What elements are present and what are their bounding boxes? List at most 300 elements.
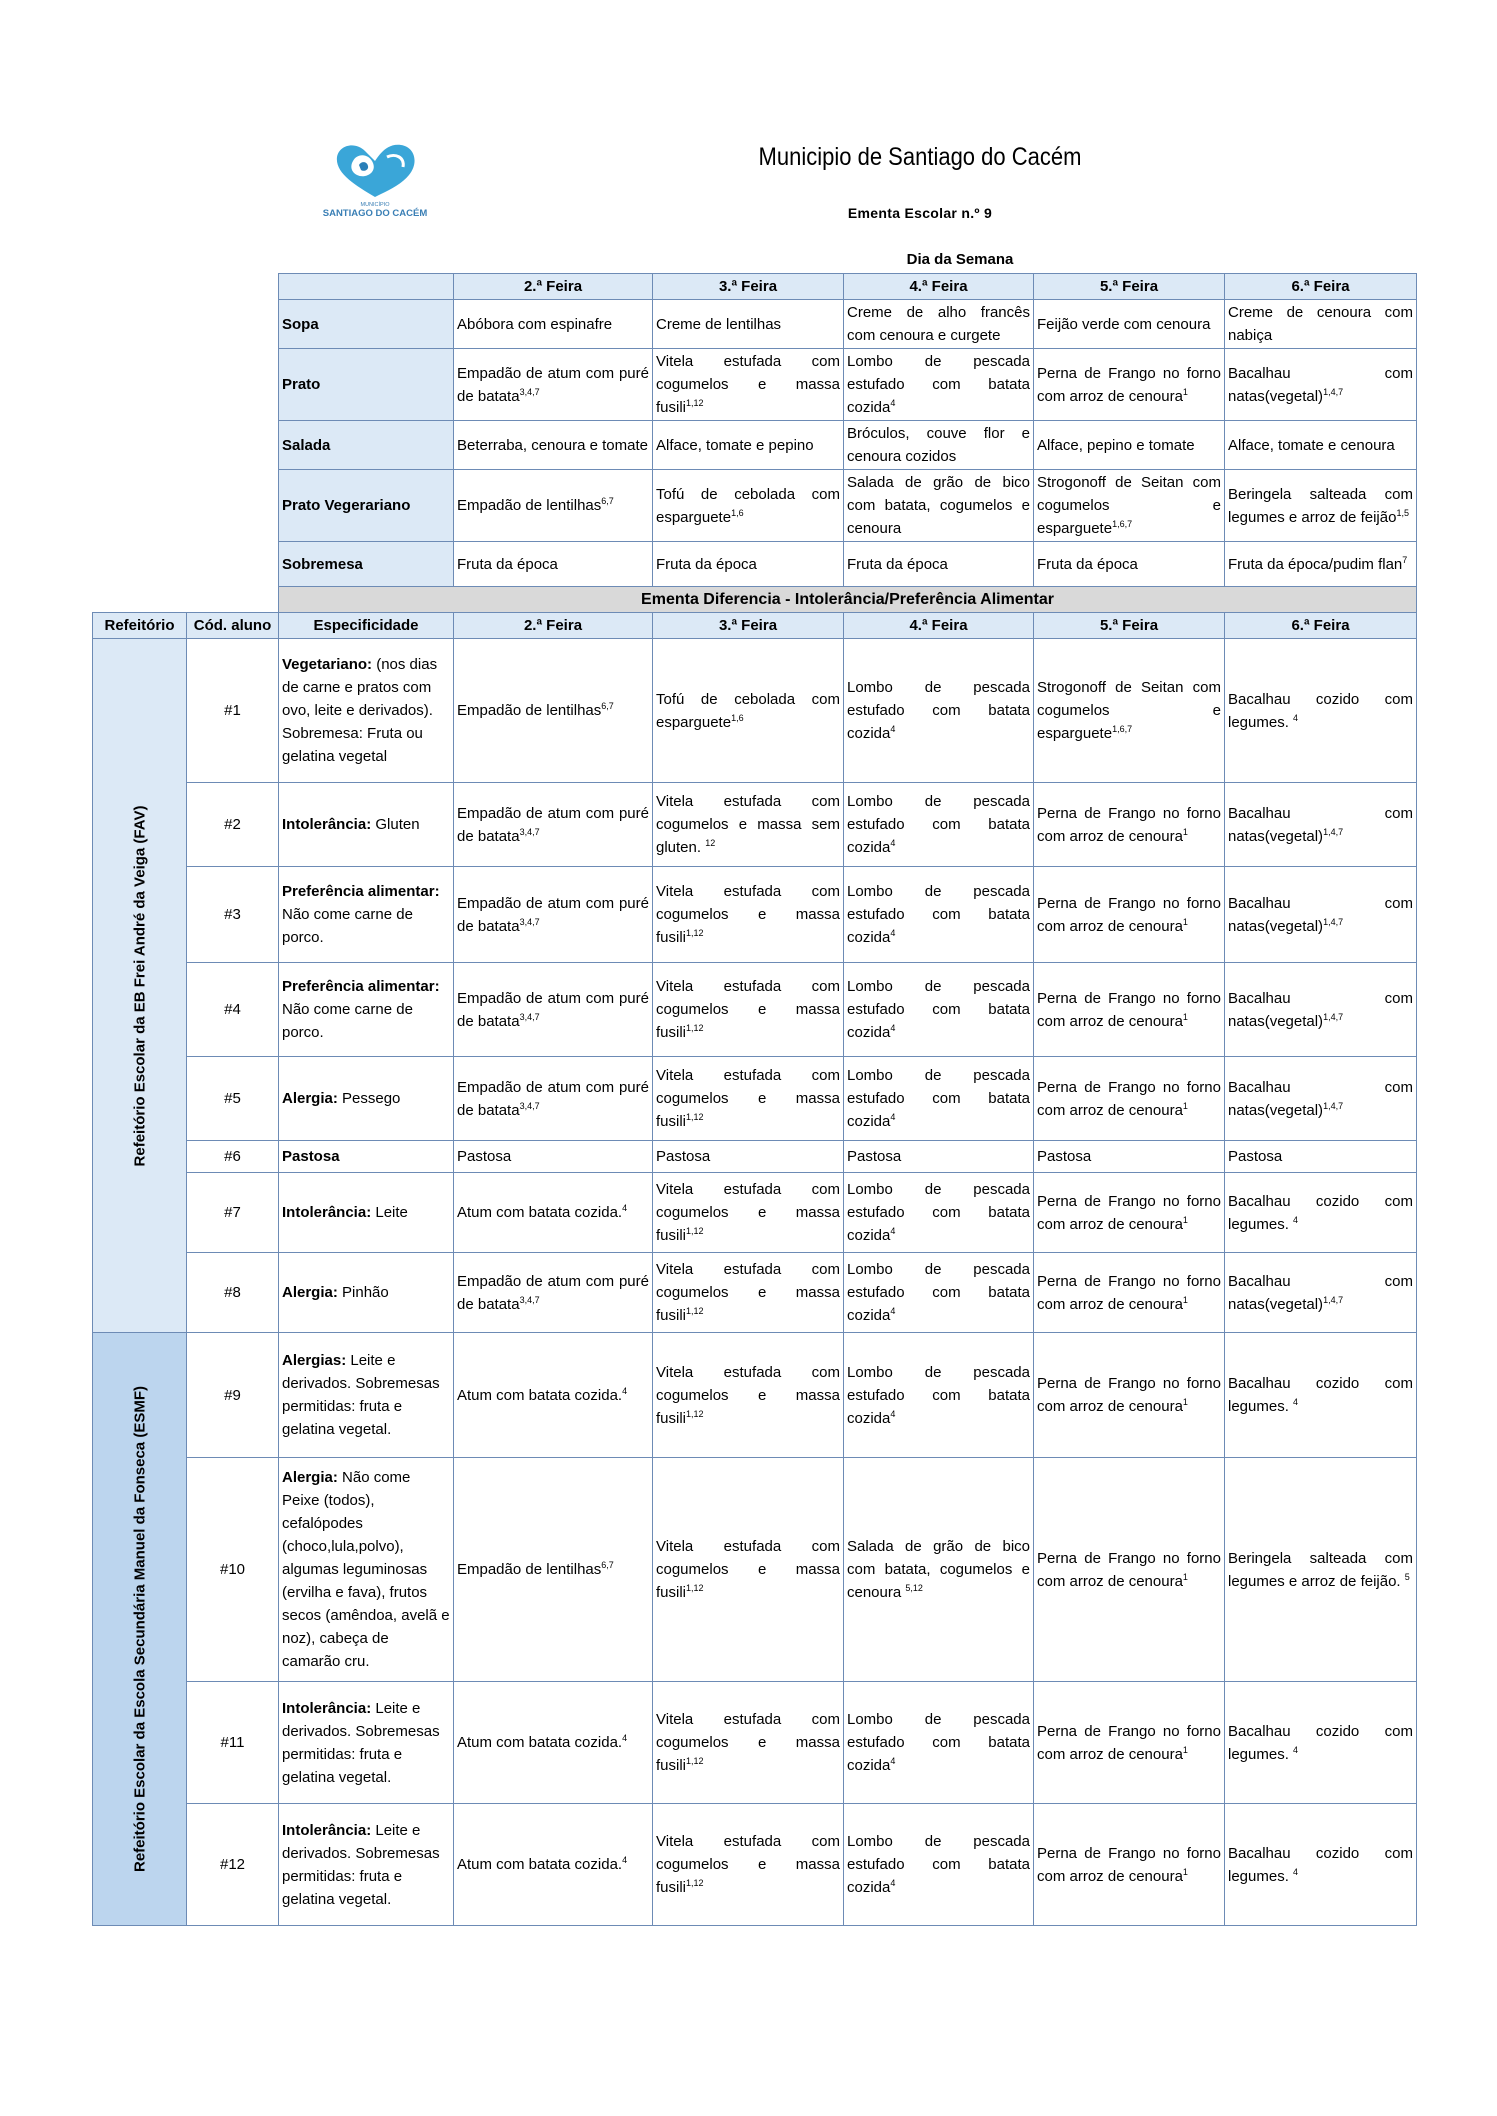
- menu-cell-allergen-codes: 1,5: [1396, 507, 1409, 518]
- blank-cell: [93, 349, 279, 421]
- diff-cell-day-5: [1034, 963, 1225, 1057]
- menu-cell-allergen-codes: 7: [1402, 554, 1408, 565]
- diff-cell-text: Pastosa: [1228, 1148, 1283, 1165]
- diff-cell-allergen-codes: 4: [622, 1385, 628, 1396]
- diff-cell-text: Perna de Frango no forno com arroz de cenoura: [1037, 1272, 1221, 1313]
- diff-cell-day-4: [844, 1173, 1034, 1253]
- especificidade-header: Especificidade: [279, 613, 454, 639]
- cod-aluno-cell: #11: [187, 1682, 279, 1804]
- menu-row-label: Prato Vegerariano: [279, 470, 454, 542]
- diff-cell-day-3: [653, 639, 844, 783]
- diff-cell-day-2: [454, 1333, 653, 1458]
- diff-cell-day-3: [653, 1333, 844, 1458]
- diff-cell-text: Empadão de atum com puré de batata: [457, 804, 649, 845]
- menu-cell-text: Tofú de cebolada com esparguete: [656, 485, 840, 526]
- especificidade-detail: (nos dias de carne e pratos com ovo, leite e derivados). Sobremesa: Fruta ou gelatina vegetal: [282, 656, 438, 765]
- especificidade-cell: [279, 639, 454, 783]
- logo-text-top: MUNICÍPIO: [360, 202, 390, 208]
- blank-cell: [93, 587, 279, 613]
- especificidade-cell: [279, 1253, 454, 1333]
- diff-cell-day-3: [653, 1253, 844, 1333]
- diff-cell-allergen-codes: 4: [1293, 1397, 1299, 1407]
- diff-cell-day-3: [653, 1173, 844, 1253]
- diff-cell-allergen-codes: 1: [1182, 826, 1188, 837]
- diff-cell-day-6: [1225, 1804, 1417, 1926]
- diff-cell-day-4: [844, 867, 1034, 963]
- diff-cell-allergen-codes: 3,4,7: [519, 1100, 540, 1111]
- diff-cell-day-4: [844, 1333, 1034, 1458]
- menu-cell-text: Lombo de pescada estufado com batata cozida: [847, 353, 1030, 416]
- menu-cell-day-4: [844, 542, 1034, 587]
- diff-cell-day-6: [1225, 1682, 1417, 1804]
- diff-day-header-4: 4.ª Feira: [844, 613, 1034, 639]
- diff-cell-day-5: [1034, 1804, 1225, 1926]
- diff-menu-title: Ementa Diferencia - Intolerância/Preferência Alimentar: [279, 587, 1417, 613]
- cod-aluno-cell: #5: [187, 1057, 279, 1141]
- menu-cell-day-3: [653, 349, 844, 421]
- diff-cell-text: Perna de Frango no forno com arroz de cenoura: [1037, 1078, 1221, 1119]
- diff-cell-text: Atum com batata cozida.: [457, 1856, 623, 1873]
- especificidade-cell: [279, 867, 454, 963]
- diff-day-header-3: 3.ª Feira: [653, 613, 844, 639]
- especificidade-type: Intolerância:: [282, 816, 372, 833]
- diff-cell-allergen-codes: 3,4,7: [519, 826, 540, 837]
- menu-cell-day-6: [1225, 470, 1417, 542]
- menu-cell-allergen-codes: 6,7: [601, 496, 614, 506]
- diff-cell-allergen-codes: 1,4,7: [1323, 1100, 1344, 1111]
- especificidade-detail: Não come carne de porco.: [282, 1001, 413, 1041]
- especificidade-type: Alergia:: [282, 1469, 338, 1486]
- diff-row: [93, 963, 1417, 1057]
- diff-cell-text: Atum com batata cozida.: [457, 1204, 623, 1221]
- diff-cell-allergen-codes: 1,4,7: [1323, 1011, 1344, 1022]
- diff-cell-day-5: [1034, 1253, 1225, 1333]
- diff-cell-allergen-codes: 1,12: [686, 1306, 704, 1316]
- diff-cell-allergen-codes: 1,4,7: [1323, 916, 1344, 927]
- diff-cell-text: Lombo de pescada estufado com batata cozida: [847, 883, 1030, 946]
- diff-cell-text: Vitela estufada com cogumelos e massa fusili: [656, 1363, 840, 1427]
- diff-cell-day-2: [454, 963, 653, 1057]
- diff-cell-text: Empadão de lentilhas: [457, 702, 602, 719]
- diff-cell-allergen-codes: 1,12: [686, 928, 704, 938]
- diff-cell-text: Lombo de pescada estufado com batata cozida: [847, 1261, 1030, 1324]
- diff-cell-day-4: [844, 783, 1034, 867]
- diff-cell-allergen-codes: 4: [622, 1733, 628, 1743]
- especificidade-detail: Gluten: [371, 816, 420, 833]
- diff-cell-text: Bacalhau com natas(vegetal): [1228, 1078, 1413, 1119]
- diff-cell-allergen-codes: 1,12: [686, 1408, 704, 1419]
- menu-cell-day-6: [1225, 349, 1417, 421]
- blank-cell: [93, 421, 279, 470]
- diff-cell-day-2: [454, 1804, 653, 1926]
- menu-cell-text: Fruta da época: [457, 555, 558, 573]
- diff-cell-day-2: [454, 1141, 653, 1173]
- diff-row: [93, 1333, 1417, 1458]
- menu-cell-text: Salada de grão de bico com batata, cogumelos e cenoura: [847, 474, 1030, 537]
- especificidade-type: Preferência alimentar:: [282, 978, 440, 995]
- diff-cell-text: Strogonoff de Seitan com cogumelos e esparguete: [1037, 679, 1221, 742]
- especificidade-cell: [279, 1173, 454, 1253]
- menu-cell-text: Bacalhau com natas(vegetal): [1228, 364, 1413, 405]
- especificidade-cell: [279, 1682, 454, 1804]
- diff-cell-text: Bacalhau cozido com legumes.: [1228, 1844, 1413, 1885]
- diff-cell-day-3: [653, 1804, 844, 1926]
- menu-cell-day-5: [1034, 470, 1225, 542]
- diff-cell-text: Atum com batata cozida.: [457, 1386, 623, 1404]
- blank-cell: [93, 300, 279, 349]
- menu-cell-text: Empadão de lentilhas: [457, 497, 602, 514]
- diff-cell-text: Bacalhau cozido com legumes.: [1228, 1722, 1413, 1763]
- especificidade-detail: Pessego: [337, 1090, 401, 1107]
- especificidade-type: Alergia:: [282, 1090, 338, 1107]
- diff-cell-text: Bacalhau cozido com legumes.: [1228, 1375, 1413, 1415]
- menu-cell-text: Bróculos, couve flor e cenoura cozidos: [847, 425, 1030, 465]
- diff-cell-text: Bacalhau com natas(vegetal): [1228, 1272, 1413, 1313]
- diff-cell-allergen-codes: 4: [890, 1306, 896, 1316]
- diff-cell-allergen-codes: 3,4,7: [519, 916, 540, 927]
- diff-cell-day-2: [454, 639, 653, 783]
- day-header-3: 3.ª Feira: [653, 274, 844, 300]
- diff-cell-day-2: [454, 1682, 653, 1804]
- diff-cell-day-2: [454, 1253, 653, 1333]
- especificidade-cell: [279, 1804, 454, 1926]
- diff-cell-allergen-codes: 4: [890, 724, 896, 734]
- especificidade-cell: [279, 783, 454, 867]
- refeitorio-name-cell: [93, 639, 187, 1333]
- diff-cell-day-5: [1034, 639, 1225, 783]
- cod-aluno-cell: #1: [187, 639, 279, 783]
- cod-aluno-cell: #8: [187, 1253, 279, 1333]
- blank-cell: [93, 542, 279, 587]
- diff-day-header-6: 6.ª Feira: [1225, 613, 1417, 639]
- diff-cell-allergen-codes: 3,4,7: [519, 1011, 540, 1022]
- diff-cell-text: Vitela estufada com cogumelos e massa fusili: [656, 978, 840, 1041]
- diff-cell-allergen-codes: 4: [890, 1878, 896, 1888]
- menu-row-prato: [93, 349, 1417, 421]
- menu-cell-allergen-codes: 1: [1182, 386, 1188, 397]
- diff-cell-text: Lombo de pescada estufado com batata cozida: [847, 793, 1030, 856]
- diff-cell-allergen-codes: 6,7: [601, 701, 614, 711]
- diff-day-header-5: 5.ª Feira: [1034, 613, 1225, 639]
- cod-aluno-cell: #3: [187, 867, 279, 963]
- menu-cell-text: Fruta da época: [656, 555, 757, 573]
- cod-aluno-cell: #7: [187, 1173, 279, 1253]
- diff-cell-allergen-codes: 1: [1182, 916, 1188, 927]
- diff-cell-day-3: [653, 1057, 844, 1141]
- diff-cell-allergen-codes: 5,12: [905, 1583, 923, 1593]
- diff-cell-day-3: [653, 783, 844, 867]
- day-header-row: [93, 274, 1417, 300]
- menu-cell-text: Creme de lentilhas: [656, 315, 782, 333]
- refeitorio-name-cell: [93, 1333, 187, 1926]
- diff-cell-day-4: [844, 639, 1034, 783]
- especificidade-type: Alergias:: [282, 1352, 347, 1369]
- diff-cell-allergen-codes: 1: [1182, 1397, 1188, 1407]
- menu-cell-day-6: [1225, 300, 1417, 349]
- refeitorio-header: Refeitório: [93, 613, 187, 639]
- diff-cell-text: Vitela estufada com cogumelos e massa fusili: [656, 1711, 840, 1774]
- diff-cell-allergen-codes: 1: [1182, 1100, 1188, 1111]
- especificidade-cell: [279, 1057, 454, 1141]
- diff-cell-day-5: [1034, 1458, 1225, 1682]
- diff-cell-text: Perna de Frango no forno com arroz de cenoura: [1037, 1722, 1221, 1763]
- menu-cell-allergen-codes: 1,4,7: [1323, 386, 1344, 397]
- menu-cell-text: Beringela salteada com legumes e arroz de feijão: [1228, 485, 1413, 526]
- especificidade-type: Pastosa: [282, 1148, 340, 1165]
- diff-cell-day-5: [1034, 1141, 1225, 1173]
- especificidade-type: Intolerância:: [282, 1699, 372, 1717]
- diff-cell-text: Pastosa: [847, 1148, 902, 1165]
- menu-row-label: Sopa: [279, 300, 454, 349]
- especificidade-cell: [279, 1458, 454, 1682]
- especificidade-type: Intolerância:: [282, 1821, 372, 1839]
- menu-cell-day-5: [1034, 349, 1225, 421]
- diff-cell-day-5: [1034, 1057, 1225, 1141]
- diff-banner-row: [93, 587, 1417, 613]
- menu-cell-day-2: [454, 300, 653, 349]
- blank-cell: [93, 274, 279, 300]
- diff-cell-text: Perna de Frango no forno com arroz de cenoura: [1037, 1844, 1221, 1885]
- menu-cell-text: Strogonoff de Seitan com cogumelos e esparguete: [1037, 474, 1221, 537]
- day-header-5: 5.ª Feira: [1034, 274, 1225, 300]
- diff-cell-allergen-codes: 1: [1182, 1571, 1188, 1582]
- diff-cell-text: Empadão de atum com puré de batata: [457, 894, 649, 935]
- diff-cell-day-5: [1034, 1173, 1225, 1253]
- menu-row-sobremesa: [93, 542, 1417, 587]
- diff-cell-day-6: [1225, 1057, 1417, 1141]
- diff-cell-day-6: [1225, 963, 1417, 1057]
- menu-cell-allergen-codes: 1,6,7: [1112, 519, 1133, 529]
- diff-cell-text: Lombo de pescada estufado com batata cozida: [847, 1363, 1030, 1427]
- diff-cell-allergen-codes: 1: [1182, 1011, 1188, 1022]
- especificidade-detail: Não come carne de porco.: [282, 906, 413, 946]
- logo-text-bottom: SANTIAGO DO CACÉM: [322, 208, 428, 219]
- diff-cell-day-6: [1225, 783, 1417, 867]
- diff-cell-day-5: [1034, 867, 1225, 963]
- diff-cell-text: Perna de Frango no forno com arroz de cenoura: [1037, 894, 1221, 935]
- diff-cell-day-5: [1034, 1682, 1225, 1804]
- menu-cell-day-3: [653, 542, 844, 587]
- diff-cell-day-6: [1225, 1173, 1417, 1253]
- diff-cell-allergen-codes: 12: [705, 838, 716, 848]
- especificidade-detail: Pinhão: [337, 1284, 389, 1301]
- cod-aluno-cell: #4: [187, 963, 279, 1057]
- menu-cell-day-4: [844, 349, 1034, 421]
- diff-cell-text: Empadão de atum com puré de batata: [457, 989, 649, 1030]
- diff-cell-day-6: [1225, 867, 1417, 963]
- diff-cell-text: Lombo de pescada estufado com batata cozida: [847, 679, 1030, 742]
- diff-cell-text: Vitela estufada com cogumelos e massa fusili: [656, 1538, 840, 1601]
- diff-row: [93, 1253, 1417, 1333]
- diff-cell-text: Perna de Frango no forno com arroz de cenoura: [1037, 1549, 1221, 1590]
- especificidade-detail: Leite e derivados. Sobremesas permitidas: fruta e gelatina vegetal.: [282, 1352, 440, 1438]
- diff-cell-day-2: [454, 1458, 653, 1682]
- day-header-6: 6.ª Feira: [1225, 274, 1417, 300]
- diff-cell-allergen-codes: 1: [1182, 1214, 1188, 1225]
- menu-row-label: Sobremesa: [279, 542, 454, 587]
- diff-cell-day-3: [653, 1682, 844, 1804]
- diff-cell-text: Tofú de cebolada com esparguete: [656, 690, 840, 731]
- blank-header-cell: [279, 274, 454, 300]
- diff-cell-text: Empadão de lentilhas: [457, 1561, 602, 1578]
- especificidade-type: Vegetariano:: [282, 656, 373, 673]
- menu-row-label: Prato: [279, 349, 454, 421]
- diff-cell-allergen-codes: 4: [890, 1756, 896, 1766]
- menu-cell-day-3: [653, 470, 844, 542]
- menu-cell-text: Fruta da época/pudim flan: [1228, 555, 1403, 573]
- diff-cell-day-4: [844, 1458, 1034, 1682]
- diff-cell-day-6: [1225, 1333, 1417, 1458]
- diff-cell-allergen-codes: 1,12: [686, 1583, 704, 1593]
- diff-row: [93, 1458, 1417, 1682]
- diff-cell-allergen-codes: 1: [1182, 1294, 1188, 1305]
- diff-cell-day-3: [653, 963, 844, 1057]
- diff-cell-text: Vitela estufada com cogumelos e massa fusili: [656, 1833, 840, 1896]
- menu-cell-allergen-codes: 1,6: [731, 507, 744, 518]
- diff-cell-day-6: [1225, 639, 1417, 783]
- diff-cell-text: Salada de grão de bico com batata, cogumelos e cenoura: [847, 1538, 1030, 1601]
- diff-cell-text: Pastosa: [457, 1148, 512, 1165]
- diff-cell-day-6: [1225, 1141, 1417, 1173]
- menu-cell-day-2: [454, 542, 653, 587]
- diff-cell-allergen-codes: 1,12: [686, 1023, 704, 1033]
- menu-row-label: Salada: [279, 421, 454, 470]
- diff-cell-text: Lombo de pescada estufado com batata cozida: [847, 978, 1030, 1041]
- dia-semana-label: Dia da Semana: [906, 251, 1014, 268]
- diff-row: [93, 1804, 1417, 1926]
- diff-day-header-2: 2.ª Feira: [454, 613, 653, 639]
- diff-cell-text: Atum com batata cozida.: [457, 1734, 623, 1751]
- diff-cell-day-6: [1225, 1458, 1417, 1682]
- diff-cell-allergen-codes: 6,7: [601, 1560, 614, 1570]
- menu-cell-day-5: [1034, 542, 1225, 587]
- diff-cell-day-2: [454, 783, 653, 867]
- diff-cell-day-3: [653, 1141, 844, 1173]
- diff-cell-text: Lombo de pescada estufado com batata cozida: [847, 1181, 1030, 1244]
- menu-table: [92, 273, 1417, 1926]
- diff-cell-day-4: [844, 1253, 1034, 1333]
- diff-cell-allergen-codes: 4: [890, 838, 896, 848]
- day-header-4: 4.ª Feira: [844, 274, 1034, 300]
- diff-row: [93, 1141, 1417, 1173]
- municipality-title: Municipio de Santiago do Cacém: [758, 143, 1082, 171]
- diff-cell-text: Bacalhau cozido com legumes.: [1228, 690, 1413, 731]
- day-header-2: 2.ª Feira: [454, 274, 653, 300]
- diff-cell-text: Vitela estufada com cogumelos e massa fusili: [656, 1181, 840, 1244]
- diff-row: [93, 1682, 1417, 1804]
- menu-cell-day-2: [454, 349, 653, 421]
- cod-aluno-header: Cód. aluno: [187, 613, 279, 639]
- menu-cell-day-2: [454, 470, 653, 542]
- diff-cell-day-4: [844, 1057, 1034, 1141]
- menu-cell-day-6: [1225, 421, 1417, 470]
- menu-cell-text: Fruta da época: [847, 555, 948, 573]
- refeitorio-name: Refeitório Escolar da EB Frei André da Veiga (FAV): [131, 805, 148, 1166]
- diff-cell-text: Vitela estufada com cogumelos e massa fusili: [656, 883, 840, 946]
- menu-cell-text: Alface, tomate e cenoura: [1228, 436, 1395, 454]
- diff-cell-allergen-codes: 1: [1182, 1866, 1188, 1877]
- menu-cell-allergen-codes: 3,4,7: [519, 386, 540, 397]
- menu-row-sopa: [93, 300, 1417, 349]
- menu-cell-text: Abóbora com espinafre: [457, 315, 613, 333]
- cod-aluno-cell: #10: [187, 1458, 279, 1682]
- especificidade-type: Preferência alimentar:: [282, 883, 440, 900]
- diff-cell-day-2: [454, 867, 653, 963]
- refeitorio-name-wrap: [93, 639, 186, 1332]
- menu-cell-text: Empadão de atum com puré de batata: [457, 364, 649, 405]
- diff-cell-allergen-codes: 4: [890, 1226, 896, 1236]
- refeitorio-name-wrap: [93, 1333, 186, 1925]
- diff-cell-text: Empadão de atum com puré de batata: [457, 1078, 649, 1119]
- menu-cell-text: Vitela estufada com cogumelos e massa fusili: [656, 353, 840, 416]
- ementa-title: Ementa Escolar n.º 9: [847, 205, 993, 221]
- diff-cell-allergen-codes: 4: [1293, 1866, 1299, 1877]
- refeitorio-name: Refeitório Escolar da Escola Secundária Manuel da Fonseca (ESMF): [131, 1386, 148, 1872]
- diff-cell-day-2: [454, 1057, 653, 1141]
- diff-row: [93, 867, 1417, 963]
- diff-cell-text: Perna de Frango no forno com arroz de cenoura: [1037, 989, 1221, 1030]
- diff-cell-text: Beringela salteada com legumes e arroz de feijão.: [1228, 1549, 1413, 1590]
- diff-cell-allergen-codes: 1,4,7: [1323, 1294, 1344, 1305]
- especificidade-detail: Leite: [371, 1204, 408, 1221]
- especificidade-type: Intolerância:: [282, 1204, 372, 1221]
- menu-cell-allergen-codes: 4: [890, 398, 896, 408]
- diff-cell-text: Bacalhau cozido com legumes.: [1228, 1192, 1413, 1233]
- diff-cell-allergen-codes: 1: [1182, 1744, 1188, 1755]
- diff-cell-allergen-codes: 4: [890, 928, 896, 938]
- diff-header-row: [93, 613, 1417, 639]
- especificidade-cell: [279, 963, 454, 1057]
- diff-cell-allergen-codes: 4: [890, 1408, 896, 1419]
- menu-cell-day-4: [844, 300, 1034, 349]
- diff-cell-text: Lombo de pescada estufado com batata cozida: [847, 1067, 1030, 1130]
- diff-cell-allergen-codes: 4: [1293, 1744, 1299, 1755]
- diff-cell-day-3: [653, 867, 844, 963]
- menu-cell-text: Beterraba, cenoura e tomate: [457, 436, 648, 454]
- diff-cell-allergen-codes: 1,4,7: [1323, 826, 1344, 837]
- diff-row: [93, 1173, 1417, 1253]
- diff-cell-text: Bacalhau com natas(vegetal): [1228, 894, 1413, 935]
- menu-cell-day-3: [653, 300, 844, 349]
- especificidade-cell: [279, 1141, 454, 1173]
- diff-cell-text: Vitela estufada com cogumelos e massa sem gluten.: [656, 793, 840, 856]
- especificidade-type: Alergia:: [282, 1284, 338, 1301]
- diff-cell-text: Vitela estufada com cogumelos e massa fusili: [656, 1261, 840, 1324]
- diff-cell-day-4: [844, 1141, 1034, 1173]
- cod-aluno-cell: #2: [187, 783, 279, 867]
- menu-cell-text: Fruta da época: [1037, 555, 1138, 573]
- diff-cell-allergen-codes: 4: [622, 1203, 628, 1213]
- menu-cell-allergen-codes: 1,12: [686, 398, 704, 408]
- diff-cell-day-5: [1034, 1333, 1225, 1458]
- diff-cell-allergen-codes: 1,6,7: [1112, 724, 1133, 734]
- cod-aluno-cell: #6: [187, 1141, 279, 1173]
- menu-cell-text: Creme de alho francês com cenoura e curgete: [847, 304, 1030, 344]
- menu-cell-day-3: [653, 421, 844, 470]
- diff-cell-allergen-codes: 4: [622, 1855, 628, 1865]
- diff-row: [93, 1057, 1417, 1141]
- menu-cell-text: Alface, pepino e tomate: [1037, 436, 1195, 454]
- diff-cell-allergen-codes: 5: [1404, 1571, 1410, 1582]
- diff-cell-text: Bacalhau com natas(vegetal): [1228, 989, 1413, 1030]
- diff-cell-text: Perna de Frango no forno com arroz de cenoura: [1037, 1192, 1221, 1233]
- especificidade-detail: Não come Peixe (todos), cefalópodes (choco,lula,polvo), algumas leguminosas (ervilha e fava), frutos secos (amêndoa, avelã e noz), cabeça de camarão cru.: [282, 1469, 450, 1670]
- menu-cell-text: Perna de Frango no forno com arroz de cenoura: [1037, 364, 1221, 405]
- diff-cell-allergen-codes: 3,4,7: [519, 1294, 540, 1305]
- diff-cell-text: Lombo de pescada estufado com batata cozida: [847, 1833, 1030, 1896]
- diff-cell-text: Perna de Frango no forno com arroz de cenoura: [1037, 804, 1221, 845]
- diff-cell-text: Empadão de atum com puré de batata: [457, 1272, 649, 1313]
